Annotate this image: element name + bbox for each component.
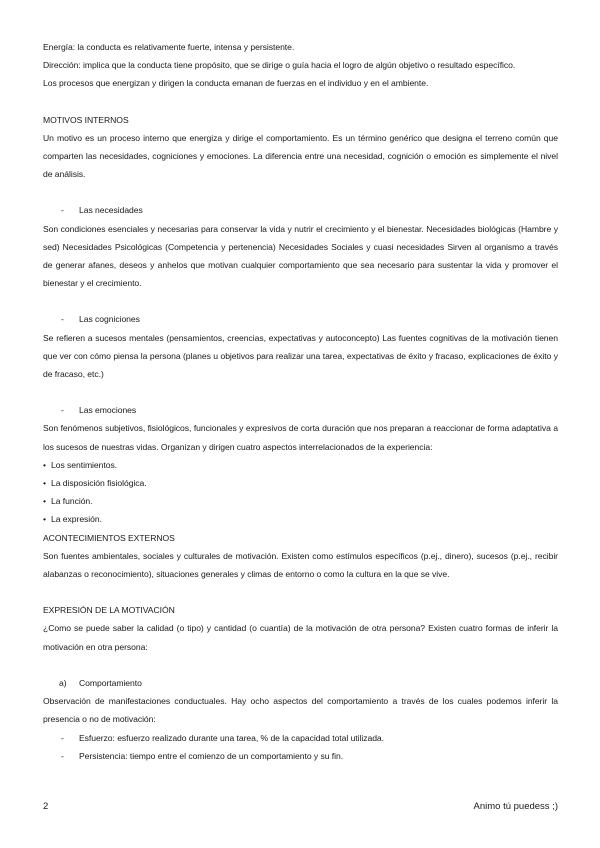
dash-marker: -: [61, 750, 64, 761]
heading-motivos-internos: MOTIVOS INTERNOS: [43, 114, 129, 125]
list-item: [43, 510, 558, 528]
list-item-text: Persistencia: tiempo entre el comienzo de un comportamiento y su fin.: [79, 750, 344, 761]
dash-marker: -: [61, 205, 64, 216]
procesos-line: Los procesos que energizan y dirigen la conducta emanan de fuerzas en el individuo y en el ambiente.: [43, 78, 429, 89]
comportamiento-paragraph: Observación de manifestaciones conductuales. Hay ocho aspectos del comportamiento a través de los cuales podemos inferir la presencia o no de motivación:: [43, 696, 558, 725]
list-item: [43, 474, 558, 492]
bullet-icon: •: [43, 496, 46, 507]
bullet-icon: •: [43, 514, 46, 525]
emociones-paragraph: Son fenómenos subjetivos, fisiológicos, funcionales y expresivos de corta duración que nos preparan a reaccionar de forma adaptativa a los sucesos de nuestras vidas. Organizan y dirigen cuatro aspectos interrelacionados de la experiencia:: [43, 423, 558, 452]
list-item-text: La función.: [51, 496, 93, 507]
list-item: [43, 492, 558, 510]
list-item-text: La expresión.: [51, 514, 102, 525]
comportamiento-title: Comportamiento: [79, 677, 142, 688]
list-item: [43, 456, 558, 474]
spacer: [43, 383, 558, 401]
necesidades-subheading: [43, 201, 558, 219]
expresion-paragraph: ¿Como se puede saber la calidad (o tipo) y cantidad (o cuantía) de la motivación de otra persona? Existen cuatro formas de inferir la motivación en otra persona:: [43, 623, 558, 652]
direccion-line: Dirección: implica que la conducta tiene propósito, que se dirige o guía hacia el logro de algún objetivo o resultado específico.: [43, 60, 516, 71]
cogniciones-subheading: [43, 310, 558, 328]
spacer: [43, 583, 558, 601]
emociones-title: Las emociones: [79, 405, 137, 416]
page-number: 2: [43, 801, 49, 812]
necesidades-paragraph: Son condiciones esenciales y necesarias para conservar la vida y nutrir el crecimiento y el bienestar. Necesidades biológicas (Hambre y sed) Necesidades Psicológicas (Competencia y pertenencia) Necesidades Sociales y cuasi necesidades Sirven al organismo a través de generar afanes, deseos y anhelos que motivan cualquier comportamiento que sea necesario para sustentar la vida y promover el bienestar y el crecimiento.: [43, 223, 558, 289]
list-item: [43, 729, 558, 747]
heading-acontecimientos-externos: ACONTECIMIENTOS EXTERNOS: [43, 532, 175, 543]
footer-motto: Animo tú puedess ;): [473, 801, 558, 812]
necesidades-title: Las necesidades: [79, 205, 143, 216]
acontecimientos-paragraph: Son fuentes ambientales, sociales y culturales de motivación. Existen como estímulos específicos (p.ej., dinero), sucesos (p.ej., recibir alabanzas o reconocimiento), situaciones generales y climas de entorno o como la cultura en la que se vive.: [43, 550, 558, 580]
page-content: [43, 38, 558, 765]
energia-line: Energía: la conducta es relativamente fuerte, intensa y persistente.: [43, 42, 295, 52]
cogniciones-paragraph: Se refieren a sucesos mentales (pensamientos, creencias, expectativas y autoconcepto) Las fuentes cognitivas de la motivación tienen que ver con cómo piensa la persona (planes u objetivos para realizar una tarea, expectativas de éxito y fracaso, explicaciones de éxito y de fracaso, etc.): [43, 332, 558, 380]
list-item-text: La disposición fisiológica.: [51, 478, 147, 489]
dash-marker: -: [61, 314, 64, 325]
list-item-text: Los sentimientos.: [51, 459, 118, 470]
heading-expresion-motivacion: EXPRESIÓN DE LA MOTIVACIÓN: [43, 605, 175, 616]
comportamiento-subheading: [43, 674, 558, 692]
dash-marker: -: [61, 732, 64, 743]
list-marker: a): [59, 677, 67, 688]
dash-marker: -: [61, 405, 64, 416]
spacer: [43, 292, 558, 310]
list-item: [43, 747, 558, 765]
motivos-internos-paragraph: Un motivo es un proceso interno que energiza y dirige el comportamiento. Es un término genérico que designa el terreno común que comparten las necesidades, cogniciones y emociones. La diferencia entre una necesidad, cognición o emoción es simplemente el nivel de análisis.: [43, 132, 558, 180]
bullet-icon: •: [43, 478, 46, 489]
emociones-subheading: [43, 401, 558, 419]
spacer: [43, 656, 558, 674]
list-item-text: Esfuerzo: esfuerzo realizado durante una tarea, % de la capacidad total utilizada.: [79, 732, 384, 743]
spacer: [43, 93, 558, 111]
spacer: [43, 183, 558, 201]
cogniciones-title: Las cogniciones: [79, 314, 140, 325]
bullet-icon: •: [43, 459, 46, 470]
